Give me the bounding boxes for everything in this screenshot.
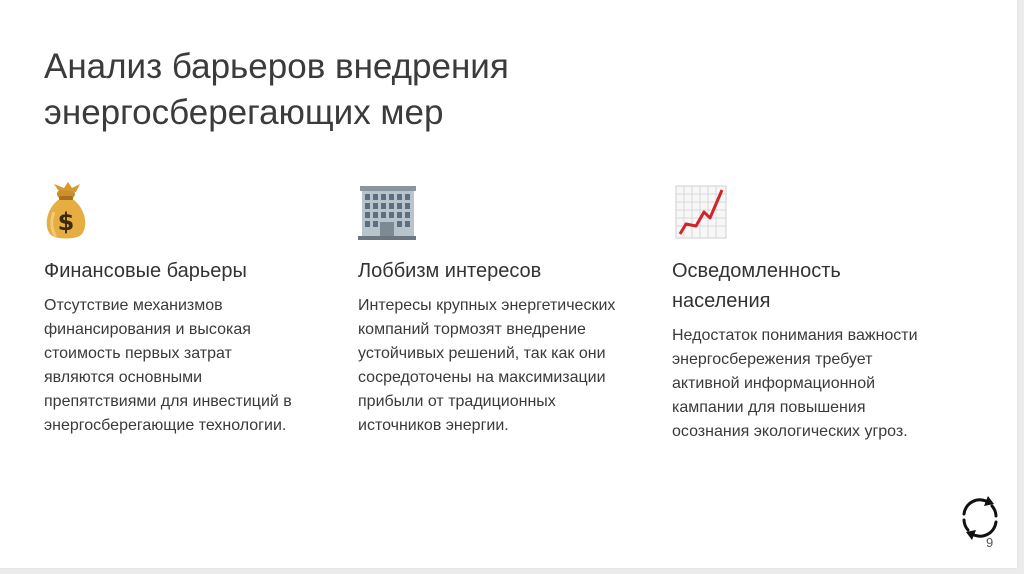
page-number: 9 (986, 535, 994, 550)
column-text: Отсутствие механизмов финансирования и высокая стоимость первых затрат являются основными препятствиями для инвестиций в энергосберегающие технологии. (44, 297, 292, 434)
office-building-icon (358, 182, 416, 242)
svg-text:$: $ (57, 208, 75, 236)
slide-title: Анализ барьеров внедрения энергосберегающих мер (44, 47, 509, 132)
column-text: Недостаток понимания важности энергосбережения требует активной информационной кампании для повышения осознания экологических угроз. (672, 327, 918, 440)
chart-increasing-icon (672, 182, 730, 242)
column-text: Интересы крупных энергетических компаний тормозят внедрение устойчивых решений, так как они сосредоточены на максимизации прибыли от традиционных источников энергии. (358, 297, 616, 434)
column-title: Осведомленность населения (672, 260, 841, 312)
column-lobbying (358, 182, 618, 438)
money-bag-icon (44, 182, 102, 242)
column-title: Финансовые барьеры (44, 260, 247, 282)
reload-icon[interactable] (954, 492, 1006, 544)
column-title: Лоббизм интересов (358, 260, 542, 282)
column-awareness (672, 182, 932, 444)
column-financial-barriers (44, 182, 304, 438)
